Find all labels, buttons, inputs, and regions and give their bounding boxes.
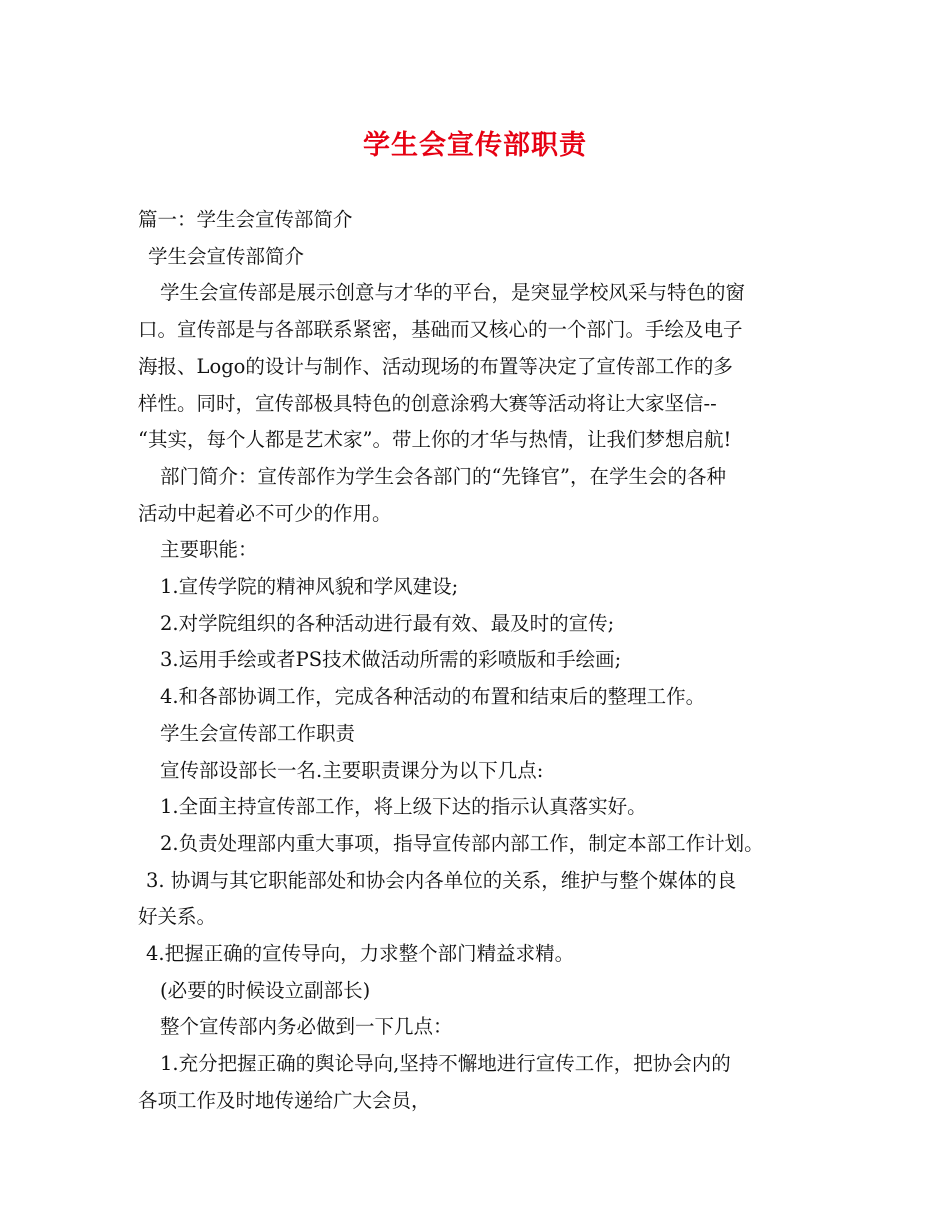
- paragraph-line: 各项工作及时地传递给广大会员，: [138, 1088, 431, 1112]
- paragraph-line: 口。宣传部是与各部联系紧密，基础而又核心的一个部门。手绘及电子: [138, 318, 743, 342]
- list-item: 1.宣传学院的精神风貌和学风建设;: [160, 575, 459, 599]
- paragraph-line: 宣传部设部长一名.主要职责课分为以下几点:: [160, 758, 544, 782]
- list-item: 2.负责处理部内重大事项，指导宣传部内部工作，制定本部工作计划。: [160, 831, 764, 855]
- list-item: 1.充分把握正确的舆论导向,坚持不懈地进行宣传工作，把协会内的: [160, 1052, 731, 1076]
- document-body: [138, 202, 818, 1120]
- paragraph-line: 样性。同时，宣传部极具特色的创意涂鸦大赛等活动将让大家坚信--: [138, 391, 717, 415]
- document-title: 学生会宣传部职责: [363, 130, 587, 161]
- note-line: (必要的时候设立副部长): [160, 978, 371, 1002]
- subheading: 学生会宣传部简介: [148, 244, 305, 268]
- paragraph-line: 好关系。: [138, 905, 217, 929]
- paragraph-line: 整个宣传部内务必做到一下几点：: [160, 1015, 453, 1039]
- list-item: 4.和各部协调工作，完成各种活动的布置和结束后的整理工作。: [160, 685, 706, 709]
- list-item: 3. 协调与其它职能部处和协会内各单位的关系，维护与整个媒体的良: [146, 868, 737, 892]
- subheading: 学生会宣传部工作职责: [160, 721, 356, 745]
- section-heading: 篇一：学生会宣传部简介: [138, 208, 353, 231]
- paragraph-line: 活动中起着必不可少的作用。: [138, 501, 392, 525]
- list-item: 2.对学院组织的各种活动进行最有效、最及时的宣传;: [160, 611, 615, 635]
- list-item: 3.运用手绘或者PS技术做活动所需的彩喷版和手绘画;: [160, 648, 622, 672]
- list-item: 1.全面主持宣传部工作，将上级下达的指示认真落实好。: [160, 795, 647, 819]
- list-item: 4.把握正确的宣传导向，力求整个部门精益求精。: [146, 942, 575, 966]
- paragraph-line: 海报、Logo的设计与制作、活动现场的布置等决定了宣传部工作的多: [138, 354, 733, 378]
- list-heading: 主要职能：: [160, 538, 258, 562]
- paragraph-line: 学生会宣传部是展示创意与才华的平台，是突显学校风采与特色的窗: [160, 281, 746, 305]
- paragraph-line: “其实，每个人都是艺术家”。带上你的才华与热情，让我们梦想启航!: [138, 428, 732, 452]
- paragraph-line: 部门简介：宣传部作为学生会各部门的“先锋官”，在学生会的各种: [160, 464, 726, 488]
